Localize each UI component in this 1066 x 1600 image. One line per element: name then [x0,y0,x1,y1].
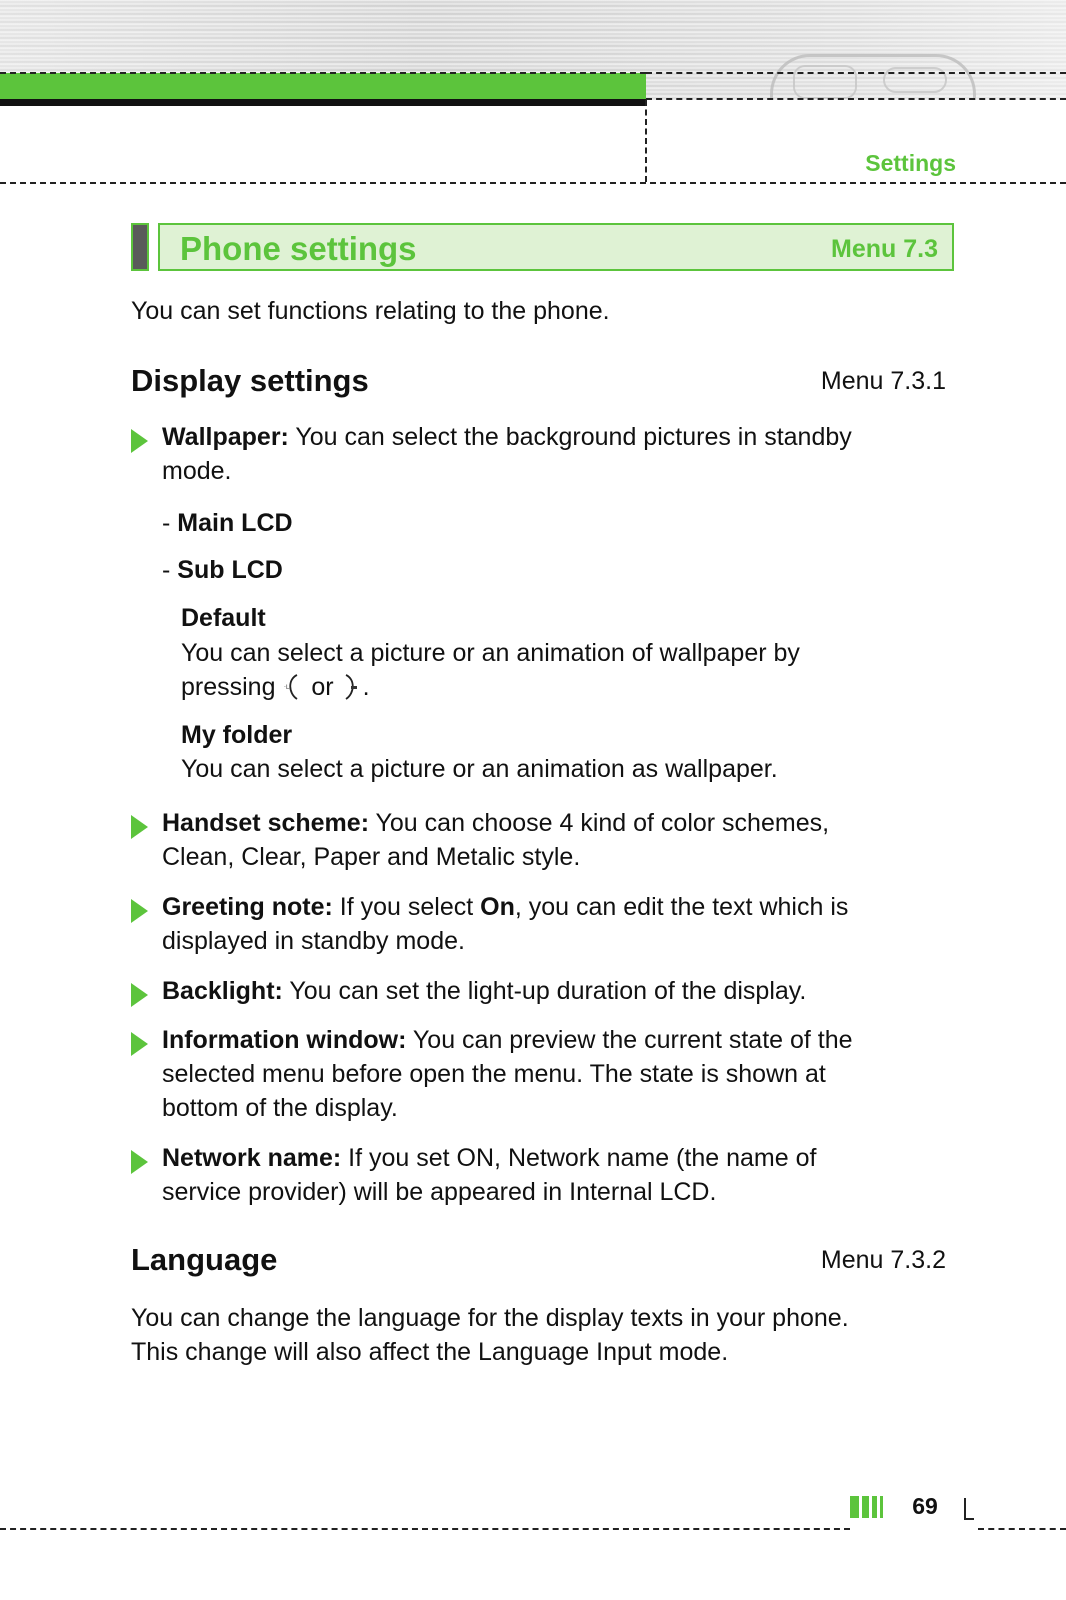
greeting-note-text-a: If you select [332,893,481,921]
header-dashed-line-right-mid [646,98,1066,100]
section-tag: Settings [865,150,956,176]
network-name-line2: service provider) will be appeared in Internal LCD. [162,1178,717,1206]
network-name-line1: If you set ON, Network name (the name of [341,1144,817,1172]
backlight-line1: You can set the light-up duration of the display. [282,977,807,1005]
information-window-line1: You can preview the current state of the [406,1026,853,1054]
default-line1: You can select a picture or an animation of wallpaper by [181,639,800,667]
intro-text: You can set functions relating to the phone. [131,297,610,325]
backlight-term: Backlight: [162,977,283,1005]
header-black-bar [0,99,646,106]
sub-item-dash: - [162,556,178,584]
page-menu-number: Menu 7.3 [831,235,938,263]
sub-item-label: Sub LCD [177,556,283,584]
network-name-item [162,1141,962,1209]
my-folder-description: You can select a picture or an animation as wallpaper. [181,755,778,783]
information-window-line3: bottom of the display. [162,1094,398,1122]
sub-item-dash: - [162,509,178,537]
footer-dashed-line-left [0,1528,850,1530]
footer-corner-mark [964,1498,974,1520]
greeting-note-item [162,890,962,958]
wallpaper-text-line1: You can select the background pictures in standby [288,423,852,451]
information-window-item [162,1023,962,1125]
sub-item-label: Main LCD [177,509,293,537]
language-line2: This change will also affect the Language Input mode. [131,1338,729,1366]
wallpaper-text-line2: mode. [162,457,232,485]
my-folder-heading-text: My folder [181,721,293,749]
handset-scheme-term: Handset scheme: [162,809,370,837]
language-menu: Menu 7.3.2 [820,1246,946,1274]
title-bar [158,223,954,271]
phone-watermark-icon [770,54,976,103]
greeting-note-text-b: , you can edit the text which is [514,893,849,921]
wallpaper-item [162,420,962,488]
sub-item-sub-lcd [162,553,283,587]
wallpaper-term: Wallpaper: [162,423,289,451]
header-green-bar [0,73,646,99]
language-description [131,1301,991,1369]
sub-item-main-lcd [162,506,293,540]
information-window-line2: selected menu before open the menu. The state is shown at [162,1060,826,1088]
handset-scheme-line1: You can choose 4 kind of color schemes, [369,809,830,837]
default-line2b: or [304,673,341,701]
header-dashed-line-top [0,72,646,74]
header-dashed-line-bottom [0,182,1066,184]
display-settings-heading: Display settings [131,363,369,398]
display-settings-menu: Menu 7.3.1 [820,367,946,395]
green-triangle-icon [131,983,148,1007]
default-heading [181,601,266,635]
default-heading-text: Default [181,604,266,632]
language-heading: Language [131,1242,278,1277]
svg-text:·L: ·L [284,684,290,691]
header-dashed-divider [645,100,647,182]
network-name-term: Network name: [162,1144,342,1172]
green-triangle-icon [131,1150,148,1174]
header-dashed-line-right-top [646,72,1066,74]
default-line2a: pressing [181,673,283,701]
green-triangle-icon [131,1032,148,1056]
page-title: Phone settings [180,230,417,267]
handset-scheme-line2: Clean, Clear, Paper and Metalic style. [162,843,581,871]
backlight-item [162,974,962,1008]
information-window-term: Information window: [162,1026,407,1054]
page-number: 69 [912,1493,938,1519]
left-soft-key-icon [282,673,304,701]
title-marker [131,223,149,271]
default-description [181,636,961,704]
green-triangle-icon [131,429,148,453]
greeting-note-line2: displayed in standby mode. [162,927,465,955]
handset-scheme-item [162,806,962,874]
default-line2c: . [362,673,370,701]
my-folder-heading [181,718,292,752]
footer-dashed-line-right [978,1528,1066,1530]
language-line1: You can change the language for the display texts in your phone. [131,1304,849,1332]
green-triangle-icon [131,899,148,923]
greeting-note-term: Greeting note: [162,893,333,921]
greeting-note-on: On [480,893,515,921]
green-triangle-icon [131,815,148,839]
right-soft-key-icon [341,673,363,701]
